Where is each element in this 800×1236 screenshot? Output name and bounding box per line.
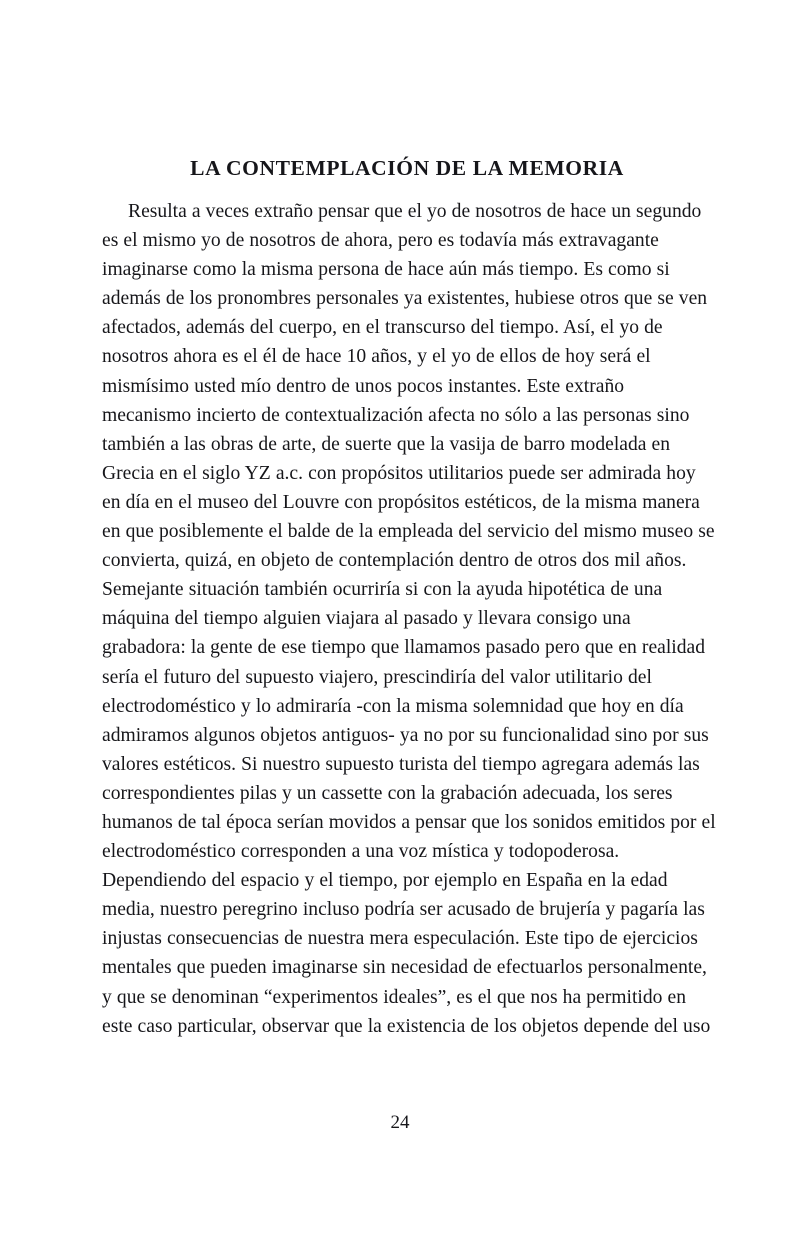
body-paragraph: Resulta a veces extraño pensar que el yo de nosotros de hace un segundo es el mismo yo de nosotros de ahora, pero es todavía más extravagante imaginarse como la misma persona de hace aún más tiempo. Es como si además de los pronombres personales ya existentes, hubiese otros que se ven afectados, además del cuerpo, en el transcurso del tiempo. Así, el yo de nosotros ahora es el él de hace 10 años, y el yo de ellos de hoy será el mismísimo usted mío dentro de unos pocos instantes. Este extraño mecanismo incierto de contextualización afecta no sólo a las personas sino también a las obras de arte, de suerte que la vasija de barro modelada en Grecia en el siglo YZ a.c. con propósitos utilitarios puede ser admirada hoy en día en el museo del Louvre con propósitos estéticos, de la misma manera en que posiblemente el balde de la empleada del servicio del mismo museo se convierta, quizá, en objeto de contemplación dentro de otros dos mil años. Semejante situación también ocurriría si con la ayuda hipotética de una máquina del tiempo alguien viajara al pasado y llevara consigo una grabadora: la gente de ese tiempo que llamamos pasado pero que en realidad sería el futuro del supuesto viajero, prescindiría del valor utilitario del electrodoméstico y lo admiraría -con la misma solemnidad que hoy en día admiramos algunos objetos antiguos- ya no por su funcionalidad sino por sus valores estéticos. Si nuestro supuesto turista del tiempo agregara además las correspondientes pilas y un cassette con la grabación adecuada, los seres humanos de tal época serían movidos a pensar que los sonidos emitidos por el electrodoméstico corresponden a una voz mística y todopoderosa. Dependiendo del espacio y el tiempo, por ejemplo en España en la edad media, nuestro peregrino incluso podría ser acusado de brujería y pagaría las injustas consecuencias de nuestra mera especulación. Este tipo de ejercicios mentales que pueden imaginarse sin necesidad de efectuarlos personalmente, y que se denominan “experimentos ideales”, es el que nos ha permitido en este caso particular, observar que la existencia de los objetos depende del uso: [102, 201, 716, 1037]
page-number: 24: [390, 1112, 410, 1133]
body-text-block: [102, 197, 716, 1041]
page-title: LA CONTEMPLACIÓN DE LA MEMORIA: [190, 156, 624, 181]
